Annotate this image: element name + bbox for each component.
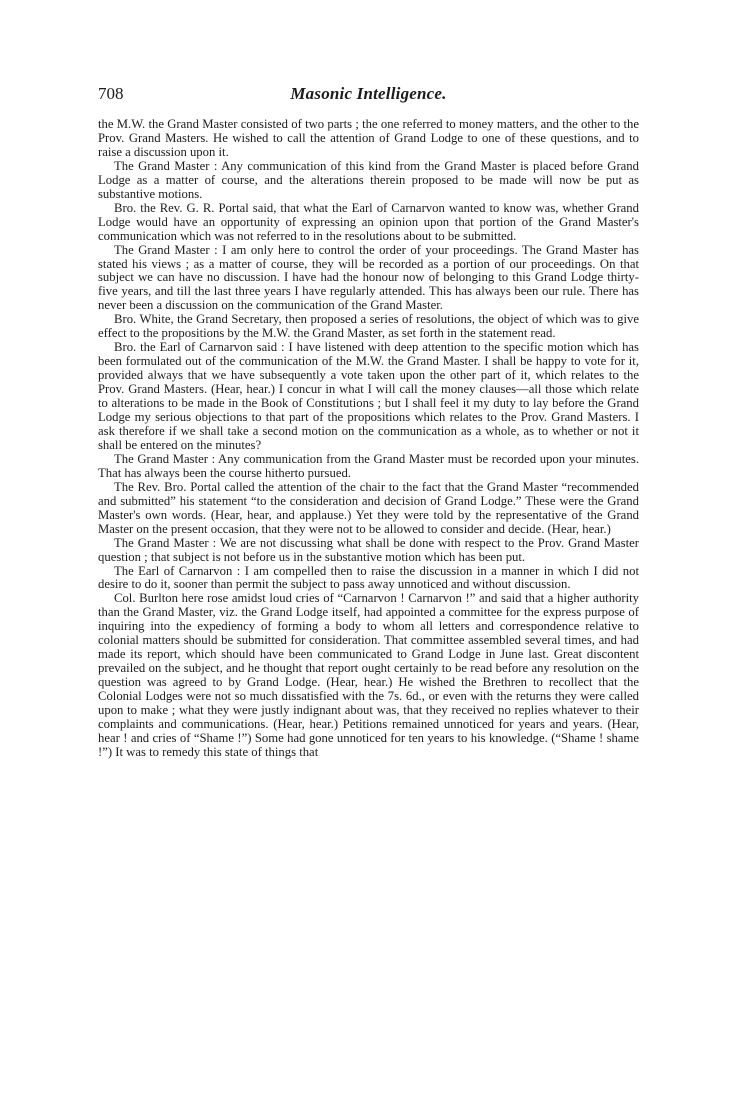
paragraph: Bro. White, the Grand Secretary, then proposed a series of resolutions, the object of which was to give effect to the propositions by the M.W. the Grand Master, as set forth in the statement read. [98, 312, 639, 341]
page [98, 0, 639, 760]
paragraph: Bro. the Rev. G. R. Portal said, that what the Earl of Carnarvon wanted to know was, whether Grand Lodge would have an opportunity of expressing an opinion upon that portion of the Grand Master's communication which was not referred to in the resolutions about to be submitted. [98, 200, 639, 243]
paragraph: The Grand Master : Any communication of this kind from the Grand Master is placed before Grand Lodge as a matter of course, and the alterations therein proposed to be made will now be put as substantive motions. [98, 158, 639, 201]
running-title: Masonic Intelligence. [290, 84, 447, 103]
paragraph: The Grand Master : We are not discussing what shall be done with respect to the Prov. Grand Master question ; that subject is not before us in the substantive motion which has been put. [98, 535, 639, 564]
article-body [98, 118, 639, 760]
paragraph: The Rev. Bro. Portal called the attention of the chair to the fact that the Grand Master “recommended and submitted” his statement “to the consideration and decision of Grand Lodge.” These were the Grand Master's own words. (Hear, hear, and applause.) Yet they were told by the representative of the Grand Master on the present occasion, that they were not to be allowed to consider and decide. (Hear, hear.) [98, 479, 639, 536]
paragraph: the M.W. the Grand Master consisted of two parts ; the one referred to money matters, and the other to the Prov. Grand Masters. He wished to call the attention of Grand Lodge to one of these questions, and to raise a discussion upon it. [98, 117, 639, 159]
paragraph: The Grand Master : Any communication from the Grand Master must be recorded upon your minutes. That has always been the course hitherto pursued. [98, 451, 639, 480]
paragraph: The Earl of Carnarvon : I am compelled then to raise the discussion in a manner in which I did not desire to do it, sooner than permit the subject to pass away unnoticed and without discussion. [98, 563, 639, 592]
paragraph: The Grand Master : I am only here to control the order of your proceedings. The Grand Master has stated his views ; as a matter of course, they will be recorded as a portion of our proceedings. On that subject we can have no discussion. I have had the honour now of belonging to this Grand Lodge thirty-five years, and till the last three years I have regularly attended. This has always been our rule. There has never been a discussion on the communication of the Grand Master. [98, 242, 639, 313]
paragraph: Bro. the Earl of Carnarvon said : I have listened with deep attention to the specific motion which has been formulated out of the communication of the M.W. the Grand Master. I shall be happy to vote for it, provided always that we have subsequently a vote taken upon the other part of it, which relates to the Prov. Grand Masters. (Hear, hear.) I concur in what I will call the money clauses—all those which relate to alterations to be made in the Book of Constitutions ; but I shall feel it my duty to lay before the Grand Lodge my serious objections to that part of the propositions which relates to the Prov. Grand Masters. I ask therefore if we shall take a second motion on the communication as a whole, as to whether or not it shall be entered on the minutes? [98, 340, 639, 452]
page-header [98, 84, 639, 110]
page-number: 708 [98, 84, 124, 103]
paragraph: Col. Burlton here rose amidst loud cries of “Carnarvon ! Carnarvon !” and said that a higher authority than the Grand Master, viz. the Grand Lodge itself, had appointed a committee for the express purpose of inquiring into the expediency of forming a body to whom all letters and correspondence relative to colonial matters should be submitted for consideration. That committee assembled several times, and had made its report, which should have been communicated to Grand Lodge in June last. Great discontent prevailed on the subject, and he thought that report ought certainly to be read before any resolution on the question was agreed to by Grand Lodge. (Hear, hear.) He wished the Brethren to recollect that the Colonial Lodges were not so much dissatisfied with the 7s. 6d., or even with the returns they were called upon to make ; what they were justly indignant about was, that they received no replies whatever to their complaints and communications. (Hear, hear.) Petitions remained unnoticed for years and years. (Hear, hear ! and cries of “Shame !”) Some had gone unnoticed for ten years to his knowledge. (“Shame ! shame !”) It was to remedy this state of things that [98, 591, 639, 759]
